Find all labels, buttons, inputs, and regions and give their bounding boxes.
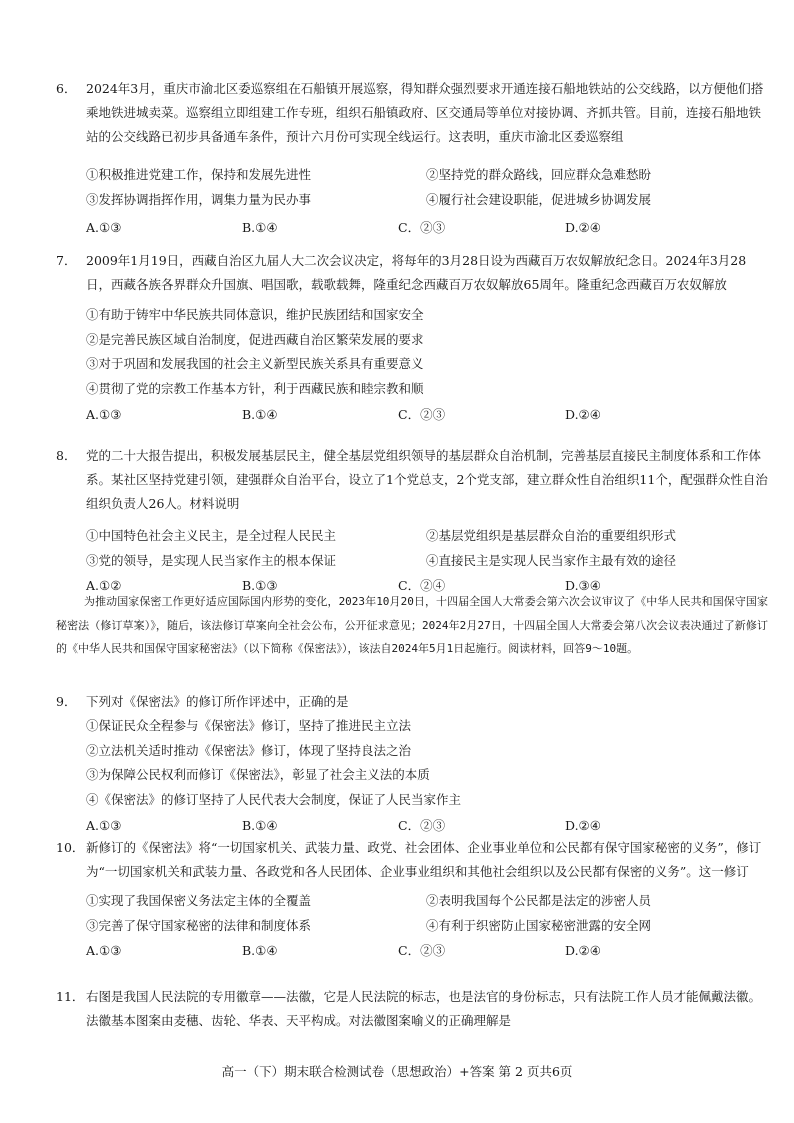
option-c: C．②③ xyxy=(398,407,446,422)
option-c: C．②③ xyxy=(398,818,446,833)
option-b: B.①④ xyxy=(242,818,278,833)
question-text: 新修订的《保密法》将“一切国家机关、武装力量、政党、社会团体、企业事业单位和公民都有保守国家秘密的义务”，修订为“一切国家机关和武装力量、各政党和各人民团体、企业事业组织和其他社会组织以及公民都有保密的义务”。这一修订 xyxy=(86,840,762,879)
answer-options xyxy=(86,403,768,427)
option-c: C．②③ xyxy=(398,220,446,235)
question-text: 右图是我国人民法院的专用徽章——法徽，它是人民法院的标志，也是法官的身份标志，只有法院工作人员才能佩戴法徽。法徽基本图案由麦穗、齿轮、华表、天平构成。对法徽图案喻义的正确理解是 xyxy=(86,989,762,1028)
statement-4: ④《保密法》的修订坚持了人民代表大会制度，保证了人民当家作主 xyxy=(86,791,462,807)
option-b: B.①④ xyxy=(242,943,278,958)
statement-list xyxy=(86,524,768,573)
question-number: 7． xyxy=(56,253,77,268)
question-text: 党的二十大报告提出，积极发展基层民主，健全基层党组织领导的基层群众自治机制，完善基层直接民主制度体系和工作体系。某社区坚持党建引领，建强群众自治平台，设立了1个党总支，2个党支部，建立群众性自治组织11个，配强群众性自治组织负责人26人。材料说明 xyxy=(86,448,768,511)
question-text: 下列对《保密法》的修订所作评述中，正确的是 xyxy=(86,694,349,709)
statement-list xyxy=(86,714,768,812)
answer-options xyxy=(86,814,768,838)
question-6 xyxy=(56,77,768,240)
statement-list xyxy=(86,303,768,401)
statement-3: ③对于巩固和发展我国的社会主义新型民族关系具有重要意义 xyxy=(86,356,424,371)
page-footer: 高一（下）期末联合检测试卷（思想政治）+答案 第 2 页共6页 xyxy=(221,1064,573,1079)
question-11 xyxy=(56,985,768,1033)
question-stem xyxy=(56,690,768,714)
option-c: C．②④ xyxy=(398,578,446,593)
statement-2: ②坚持党的群众路线，回应群众急难愁盼 xyxy=(426,167,652,182)
option-d: D.②④ xyxy=(565,220,601,235)
option-c: C．②③ xyxy=(398,943,446,958)
option-d: D.③④ xyxy=(565,578,601,593)
statement-1: ①中国特色社会主义民主，是全过程人民民主 xyxy=(86,528,337,543)
statement-2: ②基层党组织是基层群众自治的重要组织形式 xyxy=(426,528,677,543)
question-stem xyxy=(56,444,768,516)
question-text: 2024年3月，重庆市渝北区委巡察组在石船镇开展巡察，得知群众强烈要求开通连接石船地铁站的公交线路，以方便他们搭乘地铁进城卖菜。巡察组立即组建工作专班，组织石船镇政府、区交通局等单位对接协调、齐抓共管。目前，连接石船地铁站的公交线路已初步具备通车条件，预计六月份可实现全线运行。这表明，重庆市渝北区委巡察组 xyxy=(86,81,764,144)
question-number: 8． xyxy=(56,448,77,463)
statement-3: ③党的领导，是实现人民当家作主的根本保证 xyxy=(86,552,337,568)
question-10 xyxy=(56,836,768,963)
statement-4: ④直接民主是实现人民当家作主最有效的途径 xyxy=(426,552,677,568)
question-8 xyxy=(56,444,768,598)
statement-1: ①积极推进党建工作，保持和发展先进性 xyxy=(86,167,312,182)
statement-1: ①保证民众全程参与《保密法》修订，坚持了推进民主立法 xyxy=(86,718,412,733)
option-d: D.②④ xyxy=(565,943,601,958)
statement-list xyxy=(86,163,768,212)
statement-1: ①实现了我国保密义务法定主体的全覆盖 xyxy=(86,893,312,908)
option-d: D.②④ xyxy=(565,407,601,422)
statement-list xyxy=(86,889,768,938)
option-a: A.①② xyxy=(86,578,122,593)
option-a: A.①③ xyxy=(86,818,122,833)
question-stem xyxy=(56,836,768,884)
option-b: B.①④ xyxy=(242,407,278,422)
statement-4: ④贯彻了党的宗教工作基本方针，利于西藏民族和睦宗教和顺 xyxy=(86,380,424,396)
question-stem xyxy=(56,77,768,149)
statement-4: ④履行社会建设职能，促进城乡协调发展 xyxy=(426,191,652,207)
statement-2: ②立法机关适时推动《保密法》修订，体现了坚持良法之治 xyxy=(86,742,412,758)
question-number: 9． xyxy=(56,694,77,709)
question-stem xyxy=(56,985,768,1033)
question-7 xyxy=(56,249,768,427)
option-b: B.①④ xyxy=(242,220,278,235)
statement-4: ④有利于织密防止国家秘密泄露的安全网 xyxy=(426,917,652,933)
statement-2: ②是完善民族区域自治制度，促进西藏自治区繁荣发展的要求 xyxy=(86,331,424,347)
option-a: A.①③ xyxy=(86,943,122,958)
statement-2: ②表明我国每个公民都是法定的涉密人员 xyxy=(426,893,652,908)
question-number: 10． xyxy=(56,840,85,855)
statement-1: ①有助于铸牢中华民族共同体意识，维护民族团结和国家安全 xyxy=(86,307,424,322)
question-stem xyxy=(56,249,768,297)
option-b: B.①③ xyxy=(242,578,278,593)
statement-3: ③为保障公民权利而修订《保密法》，彰显了社会主义法的本质 xyxy=(86,767,430,782)
question-number: 6． xyxy=(56,81,77,96)
answer-options xyxy=(86,939,768,963)
reading-material: 为推动国家保密工作更好适应国际国内形势的变化，2023年10月20日，十四届全国人大常委会第六次会议审议了《中华人民共和国保守国家秘密法（修订草案）》，随后，该法修订草案向全社会公布，公开征求意见；2024年2月27日，十四届全国人大常委会第八次会议表决通过了新修订的《中华人民共和国保守国家秘密法》（以下简称《保密法》），该法自2024年5月1日起施行。阅读材料，回答9～10题。 xyxy=(56,595,768,655)
question-number: 11． xyxy=(56,989,85,1004)
answer-options xyxy=(86,216,768,240)
option-d: D.②④ xyxy=(565,818,601,833)
question-9 xyxy=(56,690,768,838)
statement-3: ③发挥协调指挥作用，调集力量为民办事 xyxy=(86,191,312,207)
option-a: A.①③ xyxy=(86,407,122,422)
statement-3: ③完善了保守国家秘密的法律和制度体系 xyxy=(86,917,312,933)
question-text: 2009年1月19日，西藏自治区九届人大二次会议决定，将每年的3月28日设为西藏百万农奴解放纪念日。2024年3月28日，西藏各族各界群众升国旗、唱国歌，载歌载舞，隆重纪念西藏百万农奴解放65周年。隆重纪念西藏百万农奴解放 xyxy=(86,253,747,292)
option-a: A.①③ xyxy=(86,220,122,235)
